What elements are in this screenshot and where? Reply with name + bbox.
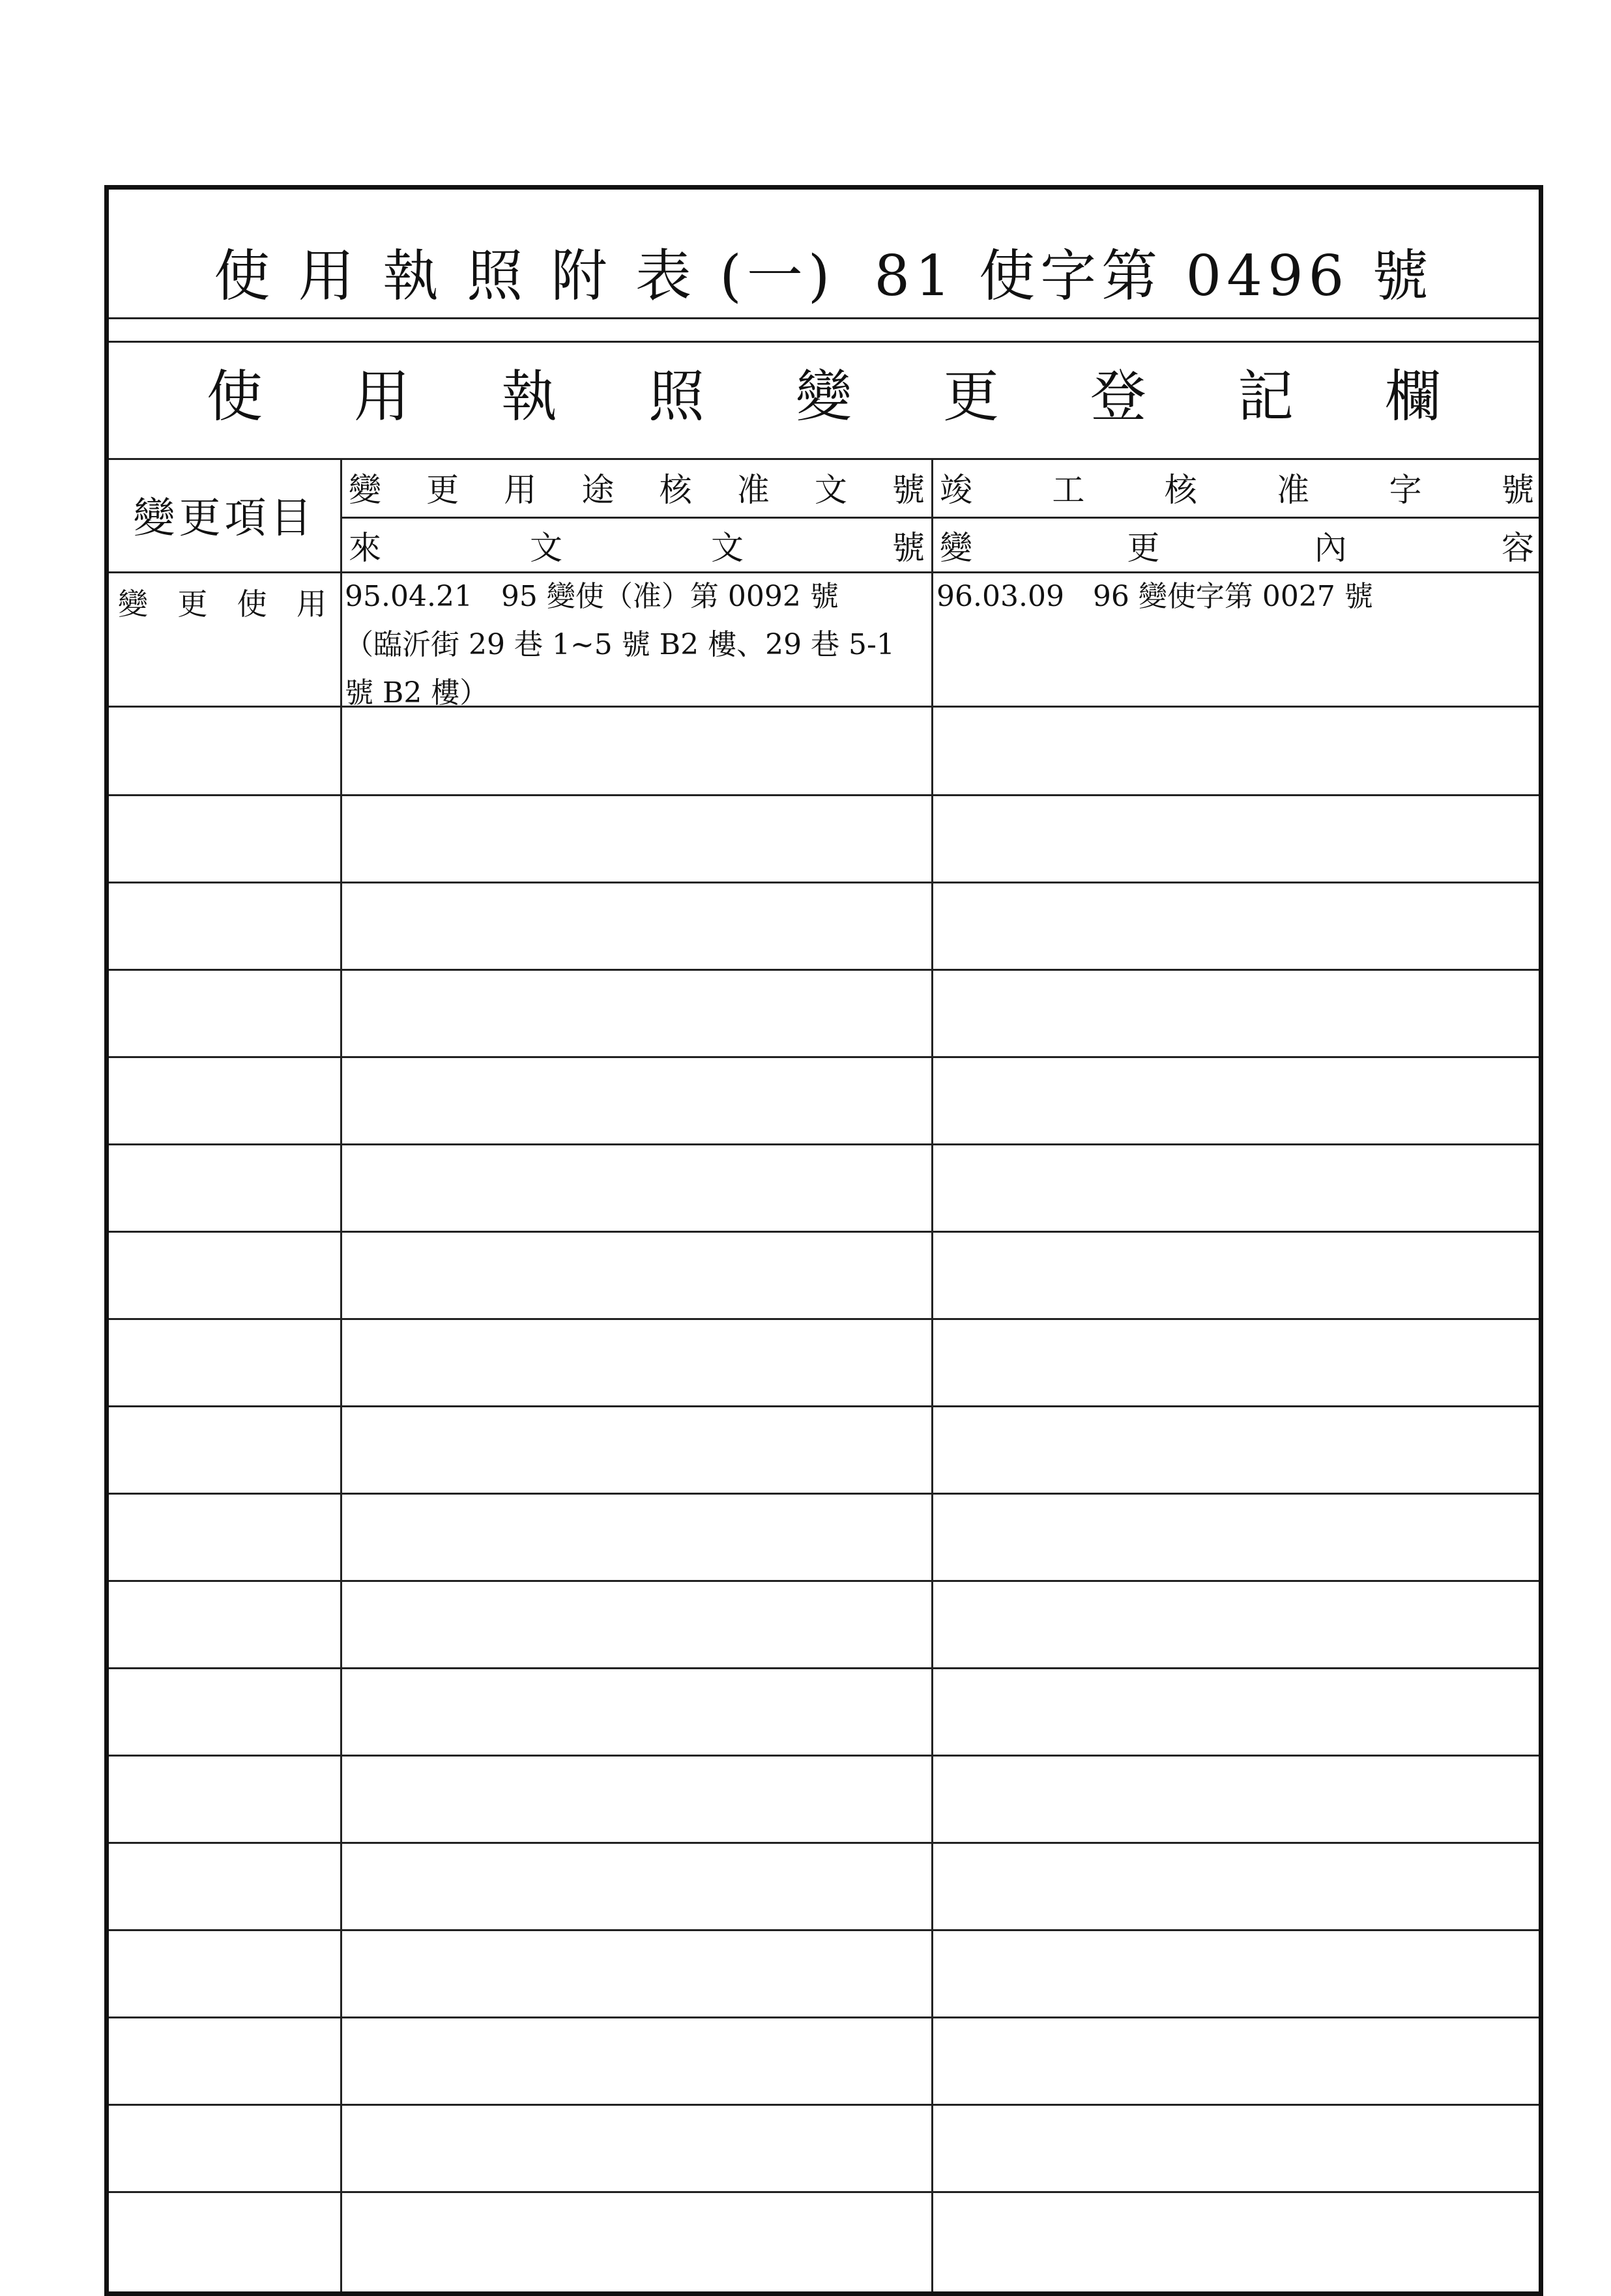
form-subtitle: [207, 336, 1441, 447]
row-completion-approval-text: 96.03.09 96 變使字第 0027 號: [936, 580, 1373, 613]
row-divider: [109, 1580, 1539, 1582]
header-change-content: [935, 519, 1539, 571]
header-char: 號: [1501, 471, 1534, 509]
row-divider: [109, 1056, 1539, 1058]
row-divider: [109, 1755, 1539, 1757]
header-char: 內: [1314, 528, 1347, 567]
header-char: 變: [349, 471, 381, 509]
subtitle-char: 登: [1090, 364, 1146, 429]
header-char: 變: [940, 528, 972, 567]
row-divider: [109, 882, 1539, 883]
header-char: 核: [659, 471, 692, 509]
row-divider: [109, 1318, 1539, 1320]
header-char: 工: [1052, 471, 1085, 509]
row-divider: [109, 706, 1539, 708]
row-item-char: 變: [118, 586, 148, 622]
header-char: 核: [1164, 471, 1197, 509]
row-use-approval-text: 95.04.21 95 變使（准）第 0092 號 （臨沂街 29 巷 1~5 號 B2 樓、29 巷 5-1 號 B2 樓）: [345, 580, 895, 710]
header-char: 容: [1501, 528, 1534, 567]
row-divider: [109, 794, 1539, 796]
header-char: 文: [711, 528, 744, 567]
subtitle-char: 用: [354, 364, 410, 429]
row-item-char: 使: [237, 586, 267, 622]
header-char: 來: [349, 528, 381, 567]
header-completion-approval-no: [935, 458, 1539, 517]
header-char: 竣: [940, 471, 972, 509]
row-item-char: 用: [296, 586, 327, 622]
form-title-prefix: 使 用 執 照 附 表 (一): [214, 244, 835, 309]
form-title: [109, 225, 1539, 317]
row-divider: [109, 1493, 1539, 1495]
subtitle-char: 變: [796, 364, 852, 429]
header-char: 文: [814, 471, 847, 509]
header-change-item: 變更項目: [133, 495, 316, 543]
header-char: 用: [504, 471, 537, 509]
subtitle-char: 照: [648, 364, 704, 429]
header-char: 號: [892, 471, 925, 509]
subtitle-char: 欄: [1385, 364, 1441, 429]
row-divider: [109, 1667, 1539, 1669]
header-char: 途: [581, 471, 615, 509]
header-char: 文: [530, 528, 562, 567]
subtitle-char: 執: [501, 364, 557, 429]
row-divider: [109, 969, 1539, 971]
header-incoming-doc-no: [343, 519, 930, 571]
divider: [109, 317, 1539, 319]
row-change-item: [118, 581, 327, 624]
row-divider: [109, 2191, 1539, 2193]
row-divider: [109, 1405, 1539, 1407]
license-form-frame: [104, 185, 1543, 2296]
header-char: 准: [1277, 471, 1310, 509]
header-char: 更: [1127, 528, 1160, 567]
row-divider: [109, 1231, 1539, 1233]
header-char: 字: [1389, 471, 1422, 509]
subtitle-char: 更: [943, 364, 999, 429]
header-char: 准: [736, 471, 770, 509]
license-number: 81 使字第 0496 號: [874, 244, 1434, 309]
header-char: 號: [892, 528, 925, 567]
row-divider: [109, 1929, 1539, 1931]
subtitle-char: 記: [1238, 364, 1294, 429]
row-divider: [109, 2016, 1539, 2018]
subtitle-char: 使: [207, 364, 263, 429]
header-char: 更: [426, 471, 459, 509]
row-divider: [109, 1842, 1539, 1844]
row-divider: [109, 2104, 1539, 2106]
row-divider: [109, 1143, 1539, 1145]
header-use-approval-no: [343, 458, 930, 517]
row-item-char: 更: [177, 586, 208, 622]
